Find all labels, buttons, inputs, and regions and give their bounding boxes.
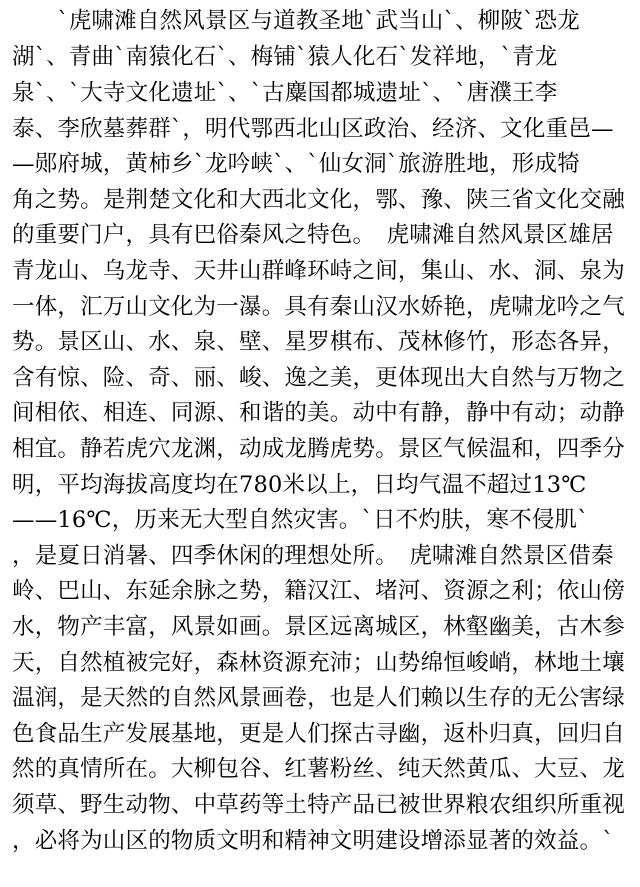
text-line-3: 泉`、`大寺文化遗址`、`古麋国都城遗址`、`唐濮王李 <box>12 80 558 106</box>
text-line-7: 的重要门户，具有巴俗秦风之特色。 虎啸滩自然风景区雄居 <box>12 222 614 248</box>
text-line-19: 天，自然植被完好，森林资源充沛；山势绵恒峻峭，林地土壤 <box>12 650 625 676</box>
text-line-6: 角之势。是荆楚文化和大西北文化，鄂、豫、陕三省文化交融 <box>12 187 625 213</box>
text-line-9: 一体，汇万山文化为一瀑。具有秦山汉水娇艳，虎啸龙吟之气 <box>12 294 625 320</box>
text-line-22: 然的真情所在。大柳包谷、红薯粉丝、纯天然黄瓜、大豆、龙 <box>12 756 625 782</box>
text-line-1: `虎啸滩自然风景区与道教圣地`武当山`、柳陂`恐龙 <box>12 8 580 34</box>
text-line-17: 岭、巴山、东延余脉之势，籍汉江、堵河、资源之利；依山傍 <box>12 578 625 604</box>
text-line-2: 湖`、青曲`南猿化石`、梅铺`猿人化石`发祥地，`青龙 <box>12 44 558 70</box>
text-line-20: 温润，是天然的自然风景画卷，也是人们赖以生存的无公害绿 <box>12 685 625 711</box>
text-line-21: 色食品生产发展基地，更是人们探古寻幽，返朴归真，回归自 <box>12 721 625 747</box>
text-line-13: 相宜。静若虎穴龙渊，动成龙腾虎势。景区气候温和，四季分 <box>12 436 625 462</box>
text-line-12: 间相依、相连、同源、和谐的美。动中有静，静中有动；动静 <box>12 400 625 426</box>
text-line-24: ，必将为山区的物质文明和精神文明建设增添显著的效益。` <box>12 828 614 854</box>
text-line-14: 明，平均海拔高度均在780米以上，日均气温不超过13℃ <box>12 472 587 498</box>
text-line-10: 势。景区山、水、泉、壁、星罗棋布、茂林修竹，形态各异， <box>12 329 625 355</box>
text-line-11: 含有惊、险、奇、丽、峻、逸之美，更体现出大自然与万物之 <box>12 365 625 391</box>
text-line-23: 须草、野生动物、中草药等土特产品已被世界粮农组织所重视 <box>12 792 625 818</box>
text-line-16: ，是夏日消暑、四季休闲的理想处所。 虎啸滩自然景区借秦 <box>12 543 614 569</box>
text-line-18: 水，物产丰富，风景如画。景区远离城区，林壑幽美，古木参 <box>12 614 625 640</box>
text-line-15: ——16℃，历来无大型自然灾害。`日不灼肤，寒不侵肌` <box>12 507 589 533</box>
text-line-5: —郧府城，黄柿乡`龙吟峡`、`仙女洞`旅游胜地，形成犄 <box>12 151 580 177</box>
text-line-8: 青龙山、乌龙寺、天井山群峰环峙之间，集山、水、洞、泉为 <box>12 258 625 284</box>
text-line-4: 泰、李欣墓葬群`，明代鄂西北山区政治、经济、文化重邑— <box>12 116 614 142</box>
